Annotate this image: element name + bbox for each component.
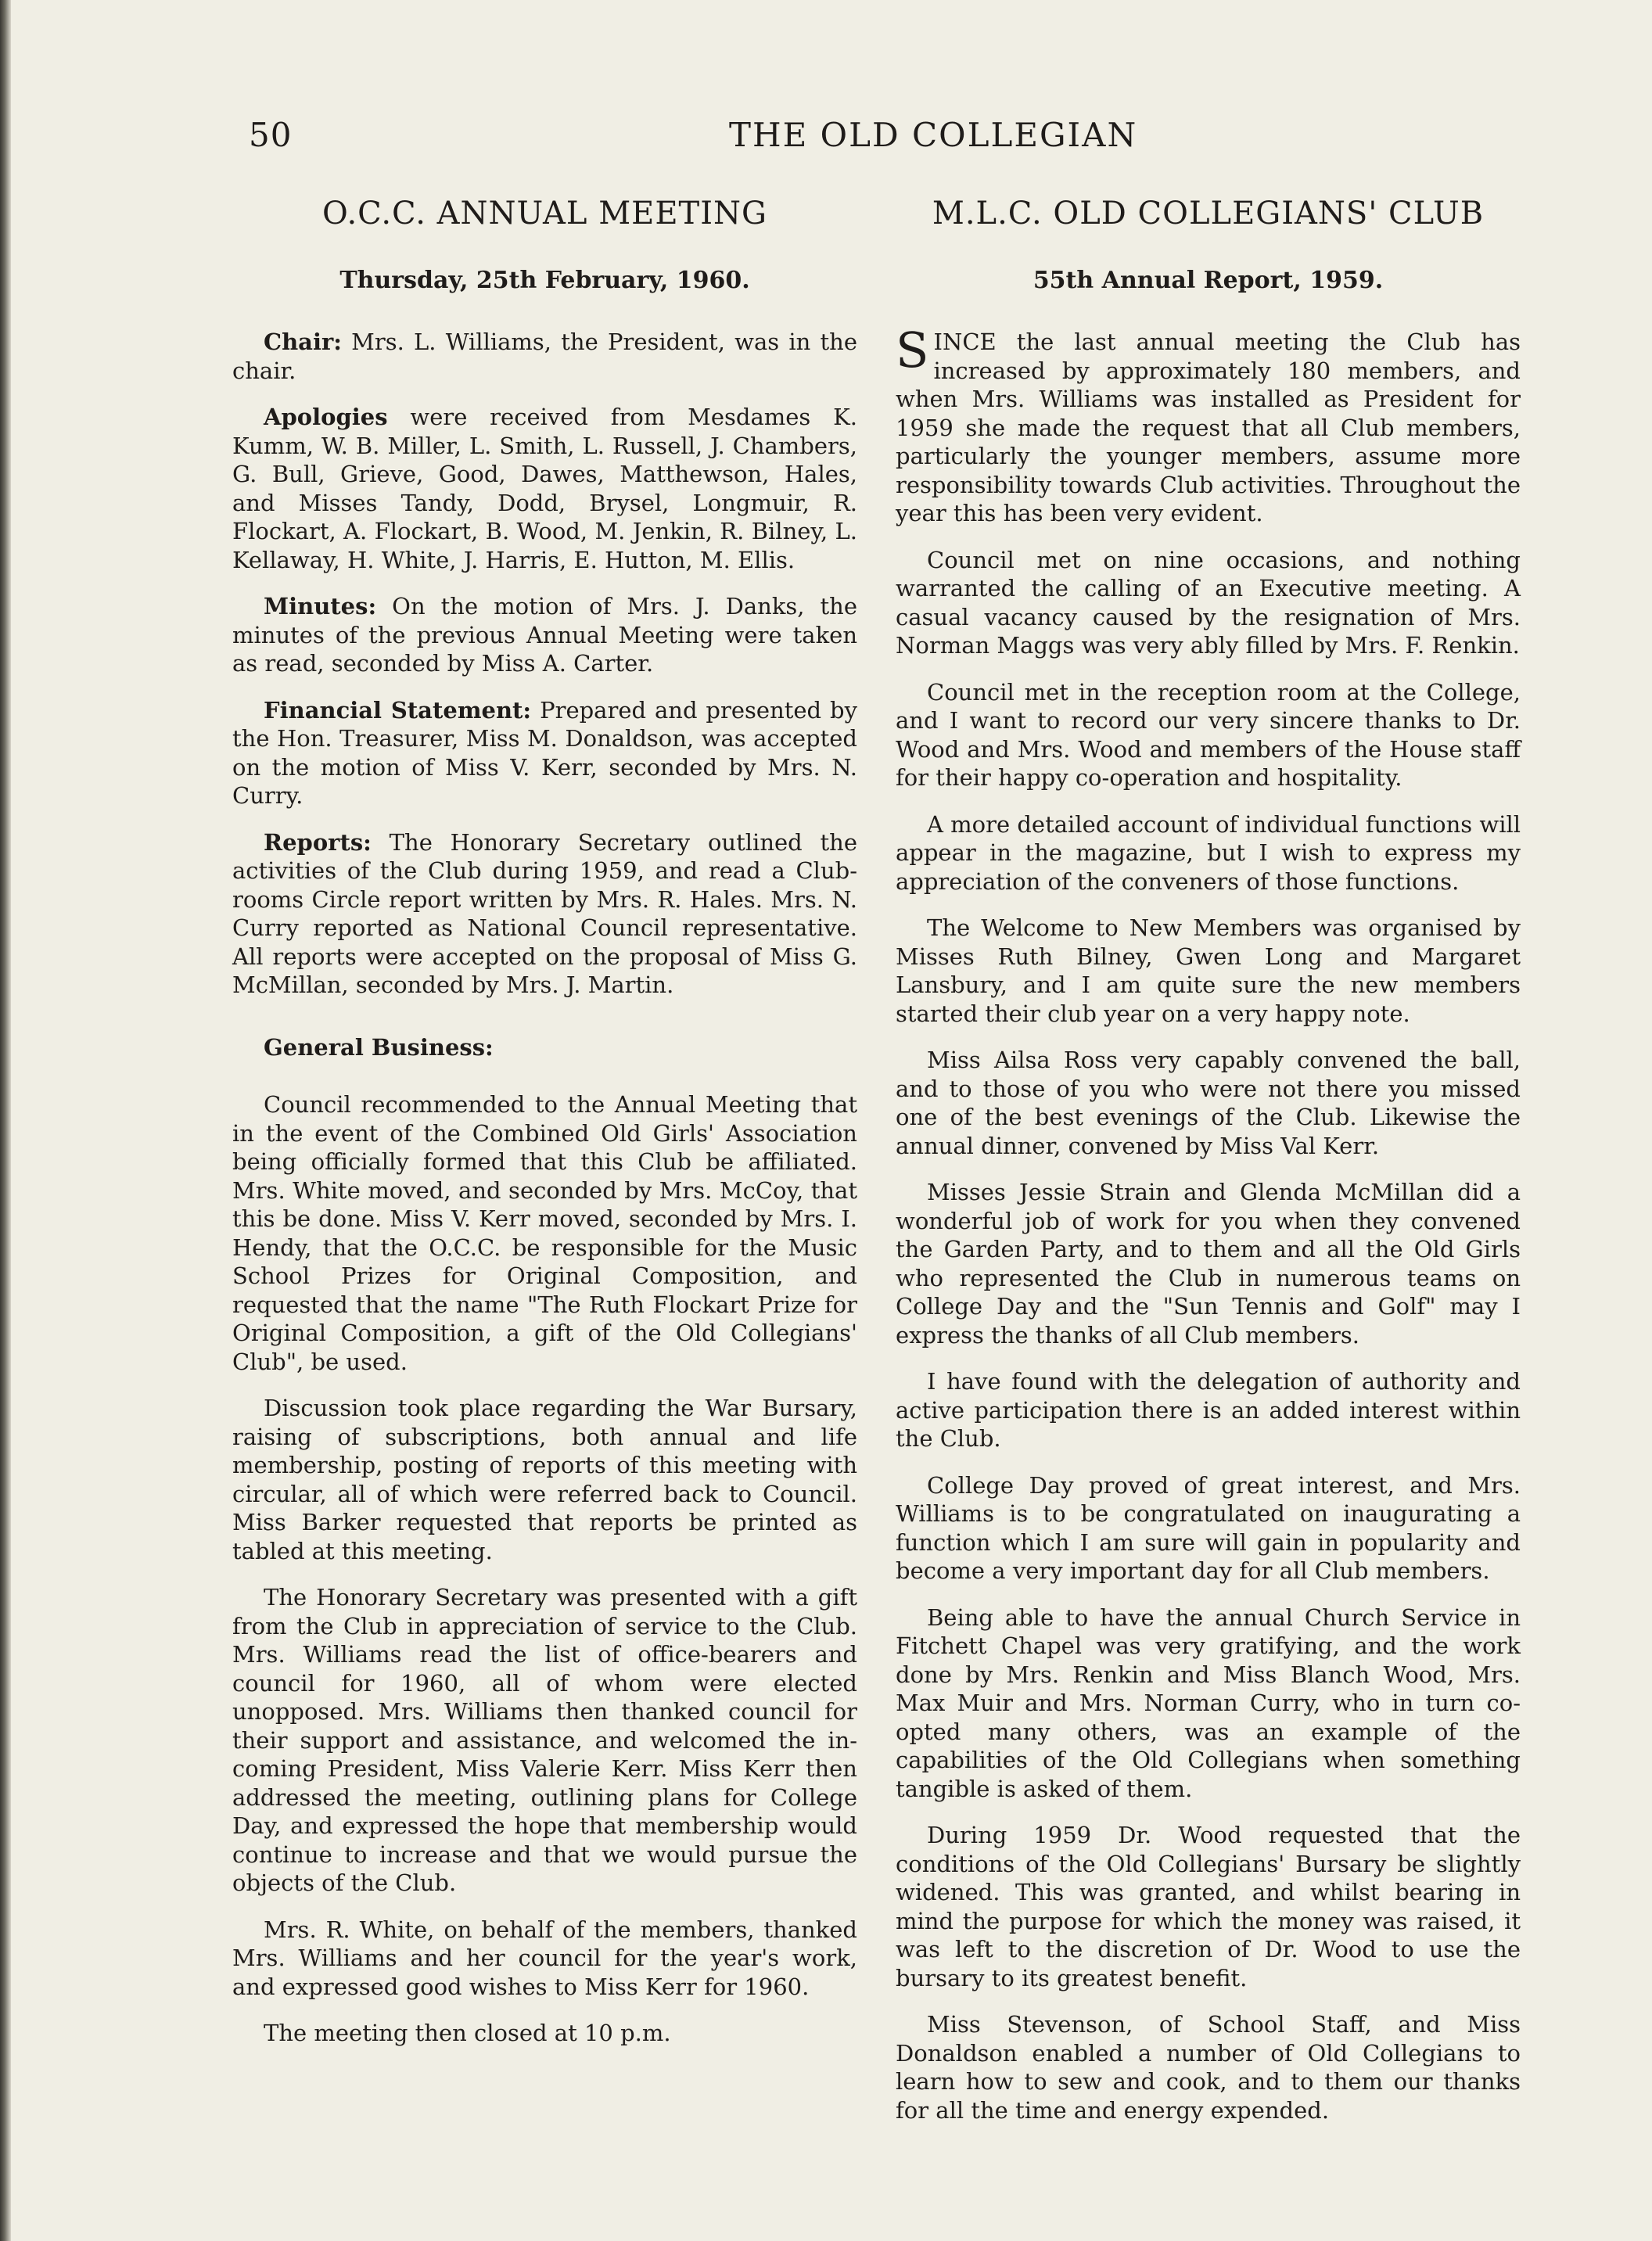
financial-paragraph [232, 696, 857, 810]
chair-text: Mrs. L. Williams, the President, was in the chair. [232, 329, 857, 384]
right-first-paragraph-text: INCE the last annual meeting the Club has increased by approximately 180 members, and when Mrs. Williams was installed as President for 1959 she made the request that all Club members, particularly the younger members, assume more responsibility towards Club activities. Throughout the year this has been very evident. [896, 329, 1521, 526]
right-paragraph: During 1959 Dr. Wood requested that the conditions of the Old Collegians' Bursary be slightly widened. This was granted, and whilst bearing in mind the purpose for which the money was raised, it was left to the discretion of Dr. Wood to use the bursary to its greatest benefit. [896, 1822, 1521, 1991]
left-paragraph: Mrs. R. White, on behalf of the members, thanked Mrs. Williams and her council for the year's work, and expressed good wishes to Miss Kerr for 1960. [232, 1916, 857, 2000]
left-paragraph: The meeting then closed at 10 p.m. [264, 2020, 671, 2046]
page-number: 50 [249, 116, 293, 154]
reports-lead: Reports: [264, 828, 372, 856]
minutes-text: On the motion of Mrs. J. Danks, the minutes of the previous Annual Meeting were taken as read, seconded by Miss A. Carter. [232, 593, 857, 677]
right-paragraph: Council met on nine occasions, and nothing warranted the calling of an Executive meeting. A casual vacancy caused by the resignation of Mrs. Norman Maggs was very ably filled by Mrs. F. Renkin. [896, 546, 1521, 659]
running-title: THE OLD COLLEGIAN [729, 116, 1138, 154]
left-paragraph: Discussion took place regarding the War Bursary, raising of subscriptions, both annual and life membership, posting of reports of this meeting with circular, all of which were referred back to Council. Miss Barker requested that reports be printed as tabled at this meeting. [232, 1395, 857, 1564]
right-article-subtitle: 55th Annual Report, 1959. [1032, 267, 1384, 294]
page-binding-edge [0, 0, 11, 2241]
right-paragraph: Council met in the reception room at the College, and I want to record our very sincere thanks to Dr. Wood and Mrs. Wood and members of the House staff for their happy co-operation and hospitality. [896, 678, 1521, 791]
right-paragraph: Miss Stevenson, of School Staff, and Miss Donaldson enabled a number of Old Collegians to learn how to sew and cook, and to them our thanks for all the time and energy expended. [896, 2011, 1521, 2124]
left-article-title: O.C.C. ANNUAL MEETING [322, 196, 767, 232]
right-first-paragraph [896, 321, 1521, 528]
minutes-lead: Minutes: [264, 593, 377, 620]
financial-text: Prepared and presented by the Hon. Treasurer, Miss M. Donaldson, was accepted on the motion of Miss V. Kerr, seconded by Mrs. N. Curry. [232, 696, 857, 809]
drop-cap-letter: S [896, 321, 929, 379]
left-article-date: Thursday, 25th February, 1960. [339, 267, 750, 294]
minutes-paragraph [232, 592, 857, 678]
left-paragraph: Council recommended to the Annual Meeting that in the event of the Combined Old Girls' Association being officially formed that this Club be affiliated. Mrs. White moved, and seconded by Mrs. McCoy, that this be done. Miss V. Kerr moved, seconded by Mrs. I. Hendy, that the O.C.C. be responsible for the Music School Prizes for Original Composition, and requested that the name "The Ruth Flockart Prize for Original Composition, a gift of the Old Collegians' Club", be used. [232, 1091, 857, 1375]
reports-paragraph [232, 828, 857, 1000]
right-paragraph: Being able to have the annual Church Service in Fitchett Chapel was very gratifying, and the work done by Mrs. Renkin and Miss Blanch Wood, Mrs. Max Muir and Mrs. Norman Curry, who in turn co-opted many others, was an example of the capabilities of the Old Collegians when something tangible is asked of them. [896, 1604, 1521, 1802]
right-paragraph: College Day proved of great interest, and Mrs. Williams is to be congratulated on inaugurating a function which I am sure will gain in popularity and become a very important day for all Club members. [896, 1471, 1521, 1584]
reports-text: The Honorary Secretary outlined the activities of the Club during 1959, and read a Club-rooms Circle report written by Mrs. R. Hales. Mrs. N. Curry reported as National Council representative. All reports were accepted on the proposal of Miss G. McMillan, seconded by Mrs. J. Martin. [232, 828, 857, 998]
financial-lead: Financial Statement: [264, 696, 532, 724]
left-column [232, 192, 857, 2066]
chair-lead: Chair: [264, 329, 342, 355]
right-column [896, 192, 1521, 2142]
page-header [235, 116, 1627, 163]
right-paragraph: Miss Ailsa Ross very capably convened the ball, and to those of you who were not there you missed one of the best evenings of the Club. Likewise the annual dinner, convened by Miss Val Kerr. [896, 1047, 1521, 1159]
chair-paragraph [232, 328, 857, 385]
right-article-title: M.L.C. OLD COLLEGIANS' CLUB [932, 196, 1485, 232]
right-paragraph: Misses Jessie Strain and Glenda McMillan did a wonderful job of work for you when they convened the Garden Party, and to them and all the Old Girls who represented the Club in numerous teams on College Day and the "Sun Tennis and Golf" may I express the thanks of all Club members. [896, 1179, 1521, 1349]
right-paragraph: A more detailed account of individual functions will appear in the magazine, but I wish to express my appreciation of the conveners of those functions. [896, 810, 1521, 895]
right-paragraph: I have found with the delegation of authority and active participation there is an added interest within the Club. [896, 1368, 1521, 1452]
apologies-lead: Apologies [264, 404, 388, 430]
apologies-paragraph [232, 403, 857, 574]
right-paragraph: The Welcome to New Members was organised by Misses Ruth Bilney, Gwen Long and Margaret Lansbury, and I am quite sure the new members started their club year on a very happy note. [896, 914, 1521, 1027]
left-paragraph: The Honorary Secretary was presented with a gift from the Club in appreciation of service to the Club. Mrs. Williams read the list of office-bearers and council for 1960, all of whom were elected unopposed. Mrs. Williams then thanked council for their support and assistance, and welcomed the in-coming President, Miss Valerie Kerr. Miss Kerr then addressed the meeting, outlining plans for College Day, and expressed the hope that membership would continue to increase and that we would pursue the objects of the Club. [232, 1584, 857, 1896]
apologies-text: were received from Mesdames K. Kumm, W. B. Miller, L. Smith, L. Russell, J. Chambers, G. Bull, Grieve, Good, Dawes, Matthewson, Hales, and Misses Tandy, Dodd, Brysel, Longmuir, R. Flockart, A. Flockart, B. Wood, M. Jenkin, R. Bilney, L. Kellaway, H. White, J. Harris, E. Hutton, M. Ellis. [232, 404, 857, 573]
general-business-heading: General Business: [264, 1033, 494, 1061]
